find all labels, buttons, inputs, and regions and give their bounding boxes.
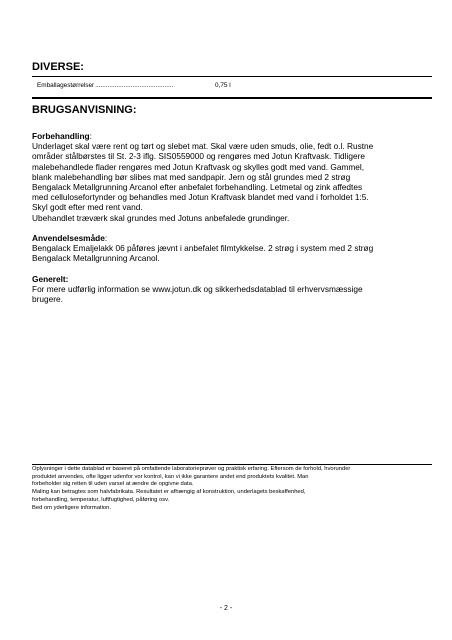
forbehandling-title: [32, 131, 437, 141]
forbehandling-line: blank malebehandling bør slibes mat med sandpapir. Jern og stål grundes med 2 strøg: [32, 171, 351, 182]
generelt-title: Generelt:: [32, 273, 69, 284]
generelt-section: [32, 274, 437, 305]
diverse-divider: [32, 76, 432, 77]
anvendelsesmaade-title-text: Anvendelsesmåde: [32, 233, 105, 244]
generelt-line: For mere udførlig information se www.jotun.dk og sikkerhedsdatablad til erhvervsmæssige: [32, 284, 363, 295]
forbehandling-title-colon: :: [89, 131, 92, 141]
packaging-size-row: [37, 82, 231, 89]
packaging-label: Emballagestørrelser: [37, 82, 95, 89]
diverse-heading: DIVERSE:: [32, 61, 84, 73]
packaging-leader-dots: ............................................: [95, 82, 174, 89]
anvendelsesmaade-section: [32, 233, 437, 264]
disclaimer-footer: [32, 466, 442, 512]
disclaimer-line: forbehandling, temperatur, luftfugtighed, påføring osv.: [32, 496, 170, 503]
forbehandling-line: med cellulosefortynder og behandles med Jotun Kraftvask blandet med vand i forholdet 1:5.: [32, 192, 369, 203]
forbehandling-line: Underlaget skal være rent og tørt og slebet mat. Skal være uden smuds, olie, fedt o.l. Rustne: [32, 141, 374, 152]
generelt-line: brugere.: [32, 294, 63, 305]
forbehandling-line: malebehandlede flader rengøres med Jotun Kraftvask og skylles godt med vand. Gammel,: [32, 161, 365, 172]
disclaimer-line: forbeholder sig retten til uden varsel at ændre de opgivne data.: [32, 481, 194, 488]
packaging-value: 0,75 l: [215, 82, 231, 89]
page-number: - 2 -: [219, 605, 233, 612]
forbehandling-line: Ubehandlet træværk skal grundes med Jotuns anbefalede grundinger.: [32, 212, 290, 223]
instructions-body: [32, 131, 437, 315]
anvendelsesmaade-line: Bengalack Emaljelakk 06 påføres jævnt i anbefalet filmtykkelse. 2 strøg i system med 2 strøg: [32, 243, 374, 254]
disclaimer-line: Bed om yderligere information.: [32, 504, 111, 511]
brugsanvisning-heading: BRUGSANVISNING:: [32, 104, 137, 116]
disclaimer-line: Oplysninger i dette datablad er baseret på omfattende laboratorieprøver og praktisk erfaring. Eftersom de forhold, hvorunder: [32, 466, 351, 472]
footer-divider: [32, 464, 432, 465]
forbehandling-line: områder stålbørstes til St. 2-3 iflg. SIS0559000 og rengøres med Jotun Kraftvask. Tidligere: [32, 151, 365, 162]
anvendelsesmaade-line: Bengalack Metallgrunning Arcanol.: [32, 253, 160, 264]
forbehandling-title-text: Forbehandling: [32, 131, 90, 141]
disclaimer-line: Maling kan betragtes som halvfabrikata. Resultatet er afhængig af konstruktion, underlagets beskaffenhed,: [32, 489, 306, 496]
brugsanvisning-divider: [32, 97, 432, 99]
forbehandling-line: Bengalack Metallgrunning Arcanol efter anbefalet forbehandling. Letmetal og zink affedtes: [32, 182, 363, 193]
anvendelsesmaade-title-colon: :: [104, 233, 108, 244]
forbehandling-line: Skyl godt efter med rent vand.: [32, 202, 143, 213]
disclaimer-line: produktet anvendes, ofte ligger udenfor vor kontrol, kan vi ikke garantere andet end produktets kvalitet. Man: [32, 473, 309, 480]
forbehandling-section: [32, 131, 437, 223]
anvendelsesmaade-title: [32, 233, 437, 243]
